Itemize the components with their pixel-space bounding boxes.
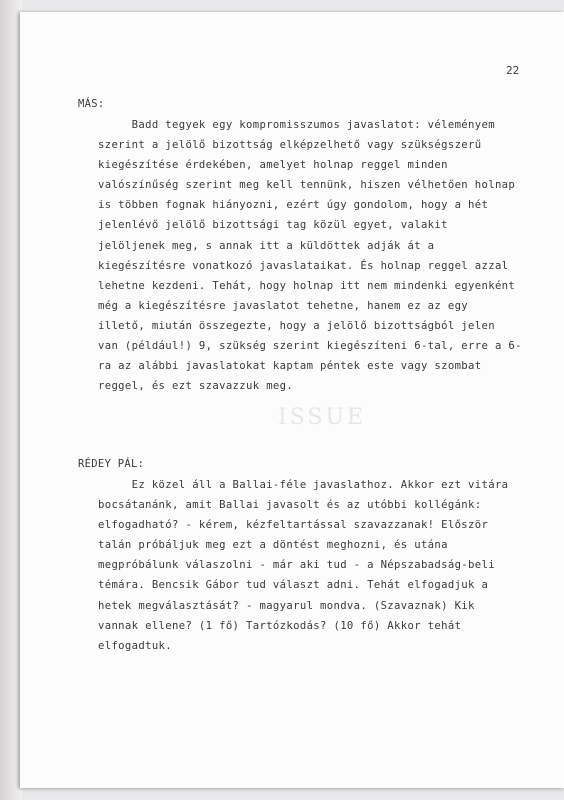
text-line: kiegészítése érdekében, amelyet holnap reggel minden (98, 159, 448, 172)
text-line: Badd tegyek egy kompromisszumos javaslatot: véleményem (98, 119, 495, 131)
text-line: hetek megválasztását? - magyarul mondva. (Szavaznak) Kik (98, 599, 475, 612)
text-line: bocsátanánk, amit Ballai javasolt és az utóbbi kollégánk: (98, 499, 482, 512)
text-line: szerint a jelölő bizottság elképzelhető vagy szükségszerű (98, 139, 482, 152)
text-line: illető, miután összegezte, hogy a jelölő bizottságból jelen (98, 319, 495, 332)
page-number: 22 (506, 64, 520, 77)
text-line: Ez közel áll a Ballai-féle javaslathoz. Akkor ezt vitára (98, 479, 509, 491)
text-line: vannak ellene? (1 fő) Tartózkodás? (10 fő) Akkor tehát (98, 619, 462, 632)
text-line: valószínűség szerint meg kell tennünk, hiszen vélhetően holnap (98, 179, 516, 192)
speech-paragraph-mas (98, 115, 538, 396)
speaker-label-redey-pal: RÉDEY PÁL: (78, 458, 145, 470)
watermark: ISSUE (278, 405, 367, 430)
binder-edge (0, 0, 22, 800)
text-line: témára. Bencsik Gábor tud választ adni. Tehát elfogadjuk a (98, 579, 489, 592)
text-line: ra az alábbi javaslatokat kaptam péntek este vagy szombat (98, 360, 482, 373)
text-line: reggel, és ezt szavazzuk meg. (98, 380, 294, 393)
text-line: jelöljenek meg, s annak itt a küldöttek adják át a (98, 239, 435, 252)
text-line: is többen fognak hiányozni, ezért úgy gondolom, hogy a hét (98, 199, 489, 212)
text-line: talán próbáljuk meg ezt a döntést meghozni, és utána (98, 539, 448, 552)
document-page (20, 12, 564, 788)
text-line: megpróbálunk válaszolni - már aki tud - a Népszabadság-beli (98, 559, 495, 572)
text-line: kiegészítésre vonatkozó javaslataikat. És holnap reggel azzal (98, 259, 509, 272)
text-line: elfogadható? - kérem, kézfeltartással szavazzanak! Először (98, 519, 489, 532)
speech-paragraph-redey-pal (98, 475, 538, 656)
text-line: még a kiegészítésre javaslatot tehetne, hanem ez az egy (98, 299, 469, 312)
speaker-label-mas: MÁS: (78, 98, 105, 110)
text-line: jelenlévő jelölő bizottsági tag közül egyet, valakit (98, 219, 448, 232)
text-line: lehetne kezdeni. Tehát, hogy holnap itt nem mindenki egyenként (98, 279, 516, 292)
text-line: elfogadtuk. (98, 639, 173, 652)
text-line: van (például!) 9, szükség szerint kiegészíteni 6-tal, erre a 6- (98, 340, 522, 353)
